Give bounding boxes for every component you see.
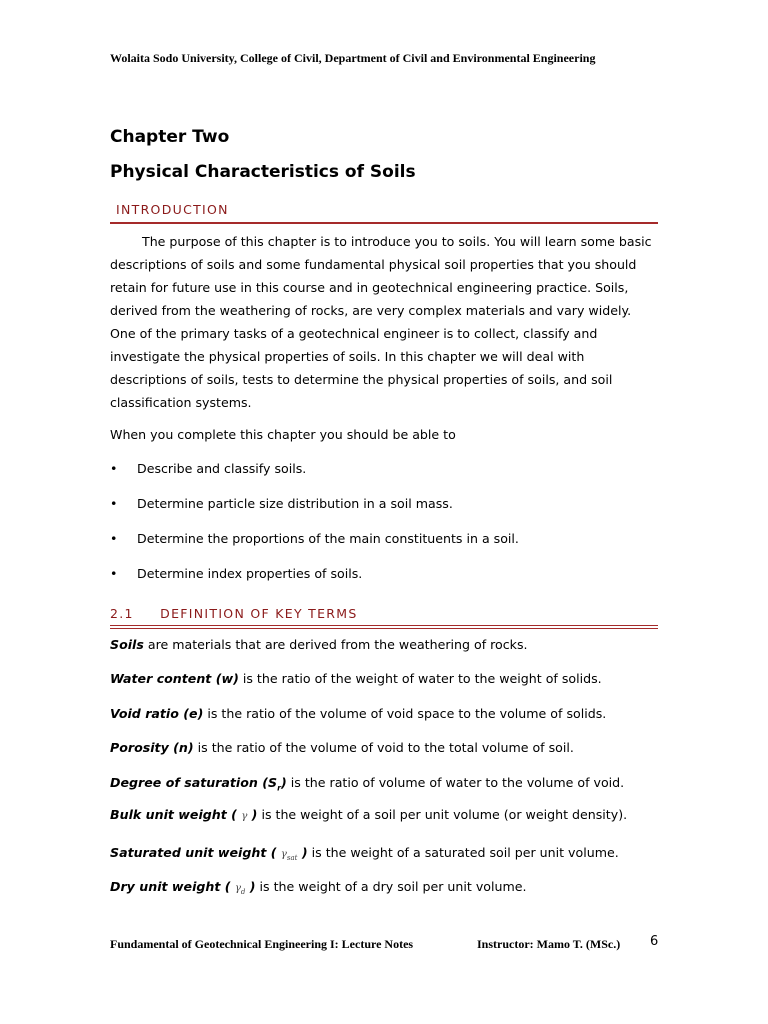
gamma-sat-symbol xyxy=(281,849,298,860)
definition-porosity xyxy=(110,740,670,755)
term-before: Bulk unit weight ( xyxy=(110,807,242,822)
term-subscript: r xyxy=(277,783,282,793)
definition-text: is the weight of a saturated soil per unit volume. xyxy=(307,845,619,860)
introduction-paragraph: The purpose of this chapter is to introduce you to soils. You will learn some basic descriptions of soils and some fundamental physical soil properties that you should retain for future use in this course and in geotechnical engineering practice. Soils, derived from the weathering of rocks, are very complex materials and vary widely. One of the primary tasks of a geotechnical engineer is to collect, classify and investigate the physical properties of soils. In this chapter we will deal with descriptions of soils, tests to determine the physical properties of soils, and soil classification systems. xyxy=(110,234,652,410)
footer-instructor: Instructor: Mamo T. (MSc.) xyxy=(477,937,621,951)
gamma-symbol: γ xyxy=(234,883,241,894)
definition-term xyxy=(110,807,257,822)
bullet-icon: • xyxy=(110,531,118,546)
objectives-list xyxy=(110,461,658,601)
objective-text: Determine the proportions of the main constituents in a soil. xyxy=(137,531,519,546)
page-header: Wolaita Sodo University, College of Civil, Department of Civil and Environmental Engineering xyxy=(110,51,596,65)
introduction-heading: INTRODUCTION xyxy=(116,202,229,217)
list-item xyxy=(110,496,658,531)
term-after: ) xyxy=(297,845,308,860)
definition-soils xyxy=(110,637,670,652)
definition-text: is the ratio of the volume of void to the total volume of soil. xyxy=(193,740,574,755)
chapter-title: Chapter Two xyxy=(110,127,230,147)
definition-saturated-unit-weight xyxy=(110,845,670,862)
definition-term xyxy=(110,845,308,860)
definition-term xyxy=(110,879,256,894)
definition-dry-unit-weight xyxy=(110,879,670,896)
bullet-icon: • xyxy=(110,566,118,581)
definition-bulk-unit-weight xyxy=(110,807,670,822)
chapter-subtitle: Physical Characteristics of Soils xyxy=(110,162,416,182)
term-before: Dry unit weight ( xyxy=(110,879,235,894)
symbol-subscript: sat xyxy=(286,854,298,862)
definition-text: is the ratio of the volume of void space to the volume of solids. xyxy=(203,706,607,721)
definition-text: is the ratio of volume of water to the volume of void. xyxy=(286,775,625,790)
footer-course-title: Fundamental of Geotechnical Engineering I: Lecture Notes xyxy=(110,937,414,951)
definition-term xyxy=(110,775,287,793)
definition-degree-of-saturation xyxy=(110,775,670,793)
gamma-symbol: γ xyxy=(241,811,248,822)
objective-text: Describe and classify soils. xyxy=(137,461,307,476)
objective-text: Determine particle size distribution in a soil mass. xyxy=(137,496,453,511)
objectives-intro: When you complete this chapter you should be able to xyxy=(110,427,456,442)
term-after: ) xyxy=(281,775,287,790)
objective-text: Determine index properties of soils. xyxy=(137,566,363,581)
definition-term: Porosity (n) xyxy=(110,740,194,755)
definition-text: is the weight of a dry soil per unit volume. xyxy=(255,879,527,894)
gamma-d-symbol xyxy=(235,883,245,894)
definition-void-ratio xyxy=(110,706,670,721)
key-terms-heading: 2.1 DEFINITION OF KEY TERMS xyxy=(110,606,358,621)
definition-term: Void ratio (e) xyxy=(110,706,204,721)
definition-text: are materials that are derived from the weathering of rocks. xyxy=(143,637,528,652)
symbol-subscript: d xyxy=(240,888,246,896)
term-after: ) xyxy=(245,879,256,894)
term-after: ) xyxy=(247,807,258,822)
definition-text: is the weight of a soil per unit volume (or weight density). xyxy=(257,807,628,822)
key-terms-rule xyxy=(110,625,658,629)
definition-term: Water content (w) xyxy=(110,671,239,686)
definition-term: Soils xyxy=(110,637,144,652)
definition-water-content xyxy=(110,671,670,686)
bullet-icon: • xyxy=(110,461,118,476)
term-before: Degree of saturation (S xyxy=(110,775,278,790)
gamma-symbol: γ xyxy=(280,849,287,860)
term-before: Saturated unit weight ( xyxy=(110,845,281,860)
list-item xyxy=(110,531,658,566)
page-number: 6 xyxy=(650,934,659,949)
definition-text: is the ratio of the weight of water to the weight of solids. xyxy=(238,671,602,686)
bullet-icon: • xyxy=(110,496,118,511)
list-item xyxy=(110,566,658,601)
introduction-rule xyxy=(110,222,658,224)
list-item xyxy=(110,461,658,496)
